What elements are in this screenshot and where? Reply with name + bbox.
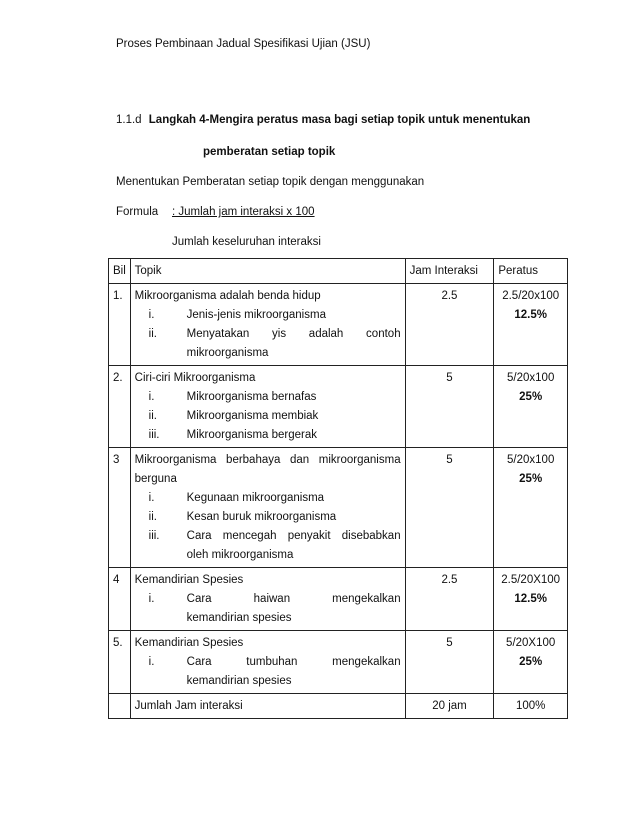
row-jam: 2.5 — [405, 568, 494, 631]
section-heading — [116, 114, 530, 126]
total-jam: 20 jam — [405, 694, 494, 719]
section-title-line2: pemberatan setiap topik — [203, 146, 336, 158]
subtopic: ii. Menyatakan yis adalah contoh — [148, 328, 401, 340]
header-peratus: Peratus — [494, 259, 568, 284]
header-jam: Jam Interaksi — [405, 259, 494, 284]
topik-title: Ciri-ciri Mikroorganisma — [134, 372, 256, 384]
topik-title: Kemandirian Spesies — [134, 637, 244, 649]
formula-label: Formula — [116, 206, 159, 218]
topik-title: Kemandirian Spesies — [134, 574, 244, 586]
section-title-line1: Langkah 4-Mengira peratus masa bagi setiap topik untuk menentukan — [148, 114, 531, 126]
peratus-value: 25% — [519, 473, 543, 485]
formula-numerator: : Jumlah jam interaksi x 100 — [172, 206, 315, 218]
peratus-formula: 2.5/20x100 — [502, 290, 560, 302]
subtopic: kemandirian spesies — [186, 675, 292, 687]
row-jam: 2.5 — [405, 284, 494, 366]
subtopic: i. Cara haiwan mengekalkan — [148, 593, 401, 605]
topik-title: Mikroorganisma adalah benda hidup — [134, 290, 321, 302]
row-jam: 5 — [405, 631, 494, 694]
intro-text: Menentukan Pemberatan setiap topik dengan menggunakan — [116, 176, 425, 188]
table-row — [109, 284, 568, 366]
row-topik — [130, 448, 405, 568]
row-bil: 4 — [109, 568, 131, 631]
topik-title: Mikroorganisma berbahaya dan mikroorganisma — [134, 454, 401, 466]
table-row — [109, 366, 568, 448]
subtopic: i. Jenis-jenis mikroorganisma — [148, 309, 326, 321]
subtopic: mikroorganisma — [186, 347, 269, 359]
peratus-value: 25% — [519, 391, 543, 403]
row-bil: 3 — [109, 448, 131, 568]
total-bil — [109, 694, 131, 719]
row-peratus — [494, 568, 568, 631]
row-peratus — [494, 448, 568, 568]
row-bil: 5. — [109, 631, 131, 694]
row-topik — [130, 631, 405, 694]
peratus-value: 12.5% — [514, 309, 547, 321]
peratus-value: 12.5% — [514, 593, 547, 605]
total-label: Jumlah Jam interaksi — [130, 694, 405, 719]
subtopic: oleh mikroorganisma — [186, 549, 294, 561]
jsu-table — [108, 258, 568, 719]
total-peratus: 100% — [494, 694, 568, 719]
row-topik — [130, 568, 405, 631]
row-jam: 5 — [405, 448, 494, 568]
peratus-formula: 2.5/20X100 — [501, 574, 561, 586]
subtopic: iii. Mikroorganisma bergerak — [148, 429, 318, 441]
running-header: Proses Pembinaan Jadual Spesifikasi Ujian (JSU) — [116, 38, 371, 50]
formula-denominator: Jumlah keseluruhan interaksi — [172, 236, 321, 248]
peratus-formula: 5/20X100 — [506, 637, 556, 649]
subtopic: kemandirian spesies — [186, 612, 292, 624]
peratus-formula: 5/20x100 — [507, 372, 555, 384]
subtopic: iii. Cara mencegah penyakit disebabkan — [148, 530, 401, 542]
peratus-formula: 5/20x100 — [507, 454, 555, 466]
topik-title-cont: berguna — [134, 473, 177, 485]
row-peratus — [494, 366, 568, 448]
row-bil: 2. — [109, 366, 131, 448]
subtopic: i. Mikroorganisma bernafas — [148, 391, 317, 403]
subtopic: ii. Mikroorganisma membiak — [148, 410, 319, 422]
peratus-value: 25% — [519, 656, 543, 668]
row-peratus — [494, 631, 568, 694]
row-jam: 5 — [405, 366, 494, 448]
table-row — [109, 568, 568, 631]
row-peratus — [494, 284, 568, 366]
subtopic: ii. Kesan buruk mikroorganisma — [148, 511, 337, 523]
table-row — [109, 631, 568, 694]
row-topik — [130, 366, 405, 448]
subtopic: i. Cara tumbuhan mengekalkan — [148, 656, 401, 668]
row-topik — [130, 284, 405, 366]
subtopic: i. Kegunaan mikroorganisma — [148, 492, 325, 504]
table-header-row — [109, 259, 568, 284]
header-topik: Topik — [130, 259, 405, 284]
section-number: 1.1.d — [116, 114, 142, 126]
table-total-row — [109, 694, 568, 719]
row-bil: 1. — [109, 284, 131, 366]
header-bil: Bil — [109, 259, 131, 284]
table-row — [109, 448, 568, 568]
